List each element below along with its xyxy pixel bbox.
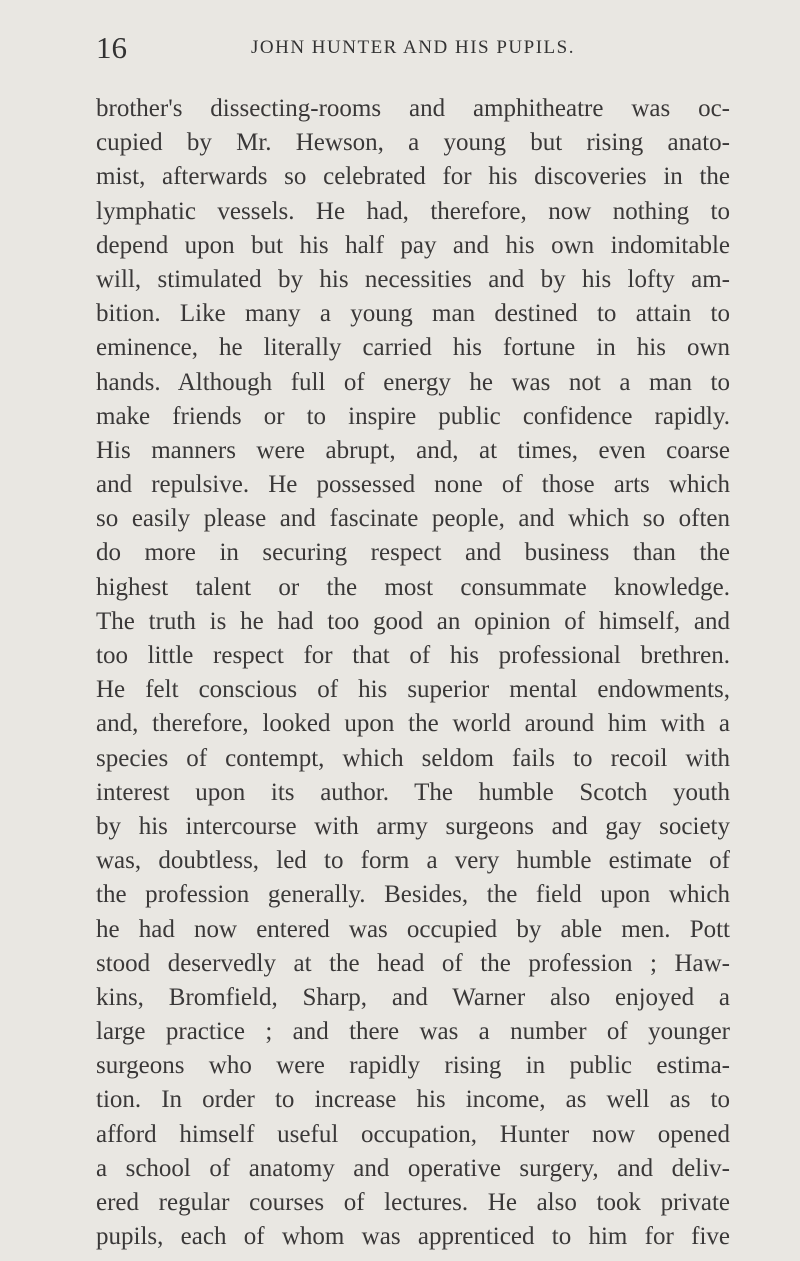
page-number: 16 (96, 30, 127, 65)
text-line: large practice ; and there was a number of younger (96, 1018, 730, 1046)
text-line: do more in securing respect and business than the (96, 539, 730, 567)
text-line: ered regular courses of lectures. He also took private (96, 1189, 730, 1216)
text-line: interest upon its author. The humble Scotch youth (96, 778, 730, 806)
text-line: He felt conscious of his superior mental endowments, (96, 676, 730, 704)
text-line: His manners were abrupt, and, at times, even coarse (96, 436, 730, 464)
text-line: surgeons who were rapidly rising in public estima- (96, 1052, 730, 1080)
text-line: afford himself useful occupation, Hunter now opened (96, 1120, 730, 1148)
text-line: kins, Bromfield, Sharp, and Warner also enjoyed a (96, 983, 730, 1011)
text-line: bition. Like many a young man destined to attain to (96, 300, 730, 328)
text-line: lymphatic vessels. He had, therefore, now nothing to (96, 197, 730, 225)
text-line: a school of anatomy and operative surgery, and deliv- (96, 1154, 730, 1182)
text-line: the profession generally. Besides, the field upon which (96, 881, 730, 909)
text-line: eminence, he literally carried his fortune in his own (96, 334, 730, 362)
text-line: highest talent or the most consummate knowledge. (96, 573, 730, 601)
text-line: so easily please and fascinate people, and which so often (96, 505, 730, 533)
text-line: will, stimulated by his necessities and by his lofty am- (96, 265, 730, 293)
text-line: stood deservedly at the head of the profession ; Haw- (96, 949, 730, 977)
body-text (96, 92, 730, 1254)
text-line: species of contempt, which seldom fails to recoil with (96, 744, 730, 772)
text-line: pupils, each of whom was apprenticed to him for five (96, 1223, 730, 1251)
text-line: by his intercourse with army surgeons and gay society (96, 812, 730, 840)
page-header (96, 28, 730, 68)
text-line: he had now entered was occupied by able men. Pott (96, 915, 730, 943)
text-line: tion. In order to increase his income, as well as to (96, 1086, 730, 1114)
text-line: hands. Although full of energy he was not a man to (96, 368, 730, 396)
text-line: was, doubtless, led to form a very humble estimate of (96, 847, 730, 875)
text-line: and repulsive. He possessed none of those arts which (96, 471, 730, 499)
text-line: cupied by Mr. Hewson, a young but rising anato- (96, 129, 730, 157)
text-line: too little respect for that of his professional brethren. (96, 642, 730, 669)
text-line: make friends or to inspire public confidence rapidly. (96, 402, 730, 430)
text-line: depend upon but his half pay and his own indomitable (96, 231, 730, 259)
text-line: The truth is he had too good an opinion of himself, and (96, 607, 730, 635)
text-line: and, therefore, looked upon the world around him with a (96, 710, 730, 738)
running-head: JOHN HUNTER AND HIS PUPILS. (251, 37, 575, 58)
text-line: mist, afterwards so celebrated for his discoveries in the (96, 163, 730, 191)
text-line: brother's dissecting-rooms and amphitheatre was oc- (96, 95, 730, 122)
